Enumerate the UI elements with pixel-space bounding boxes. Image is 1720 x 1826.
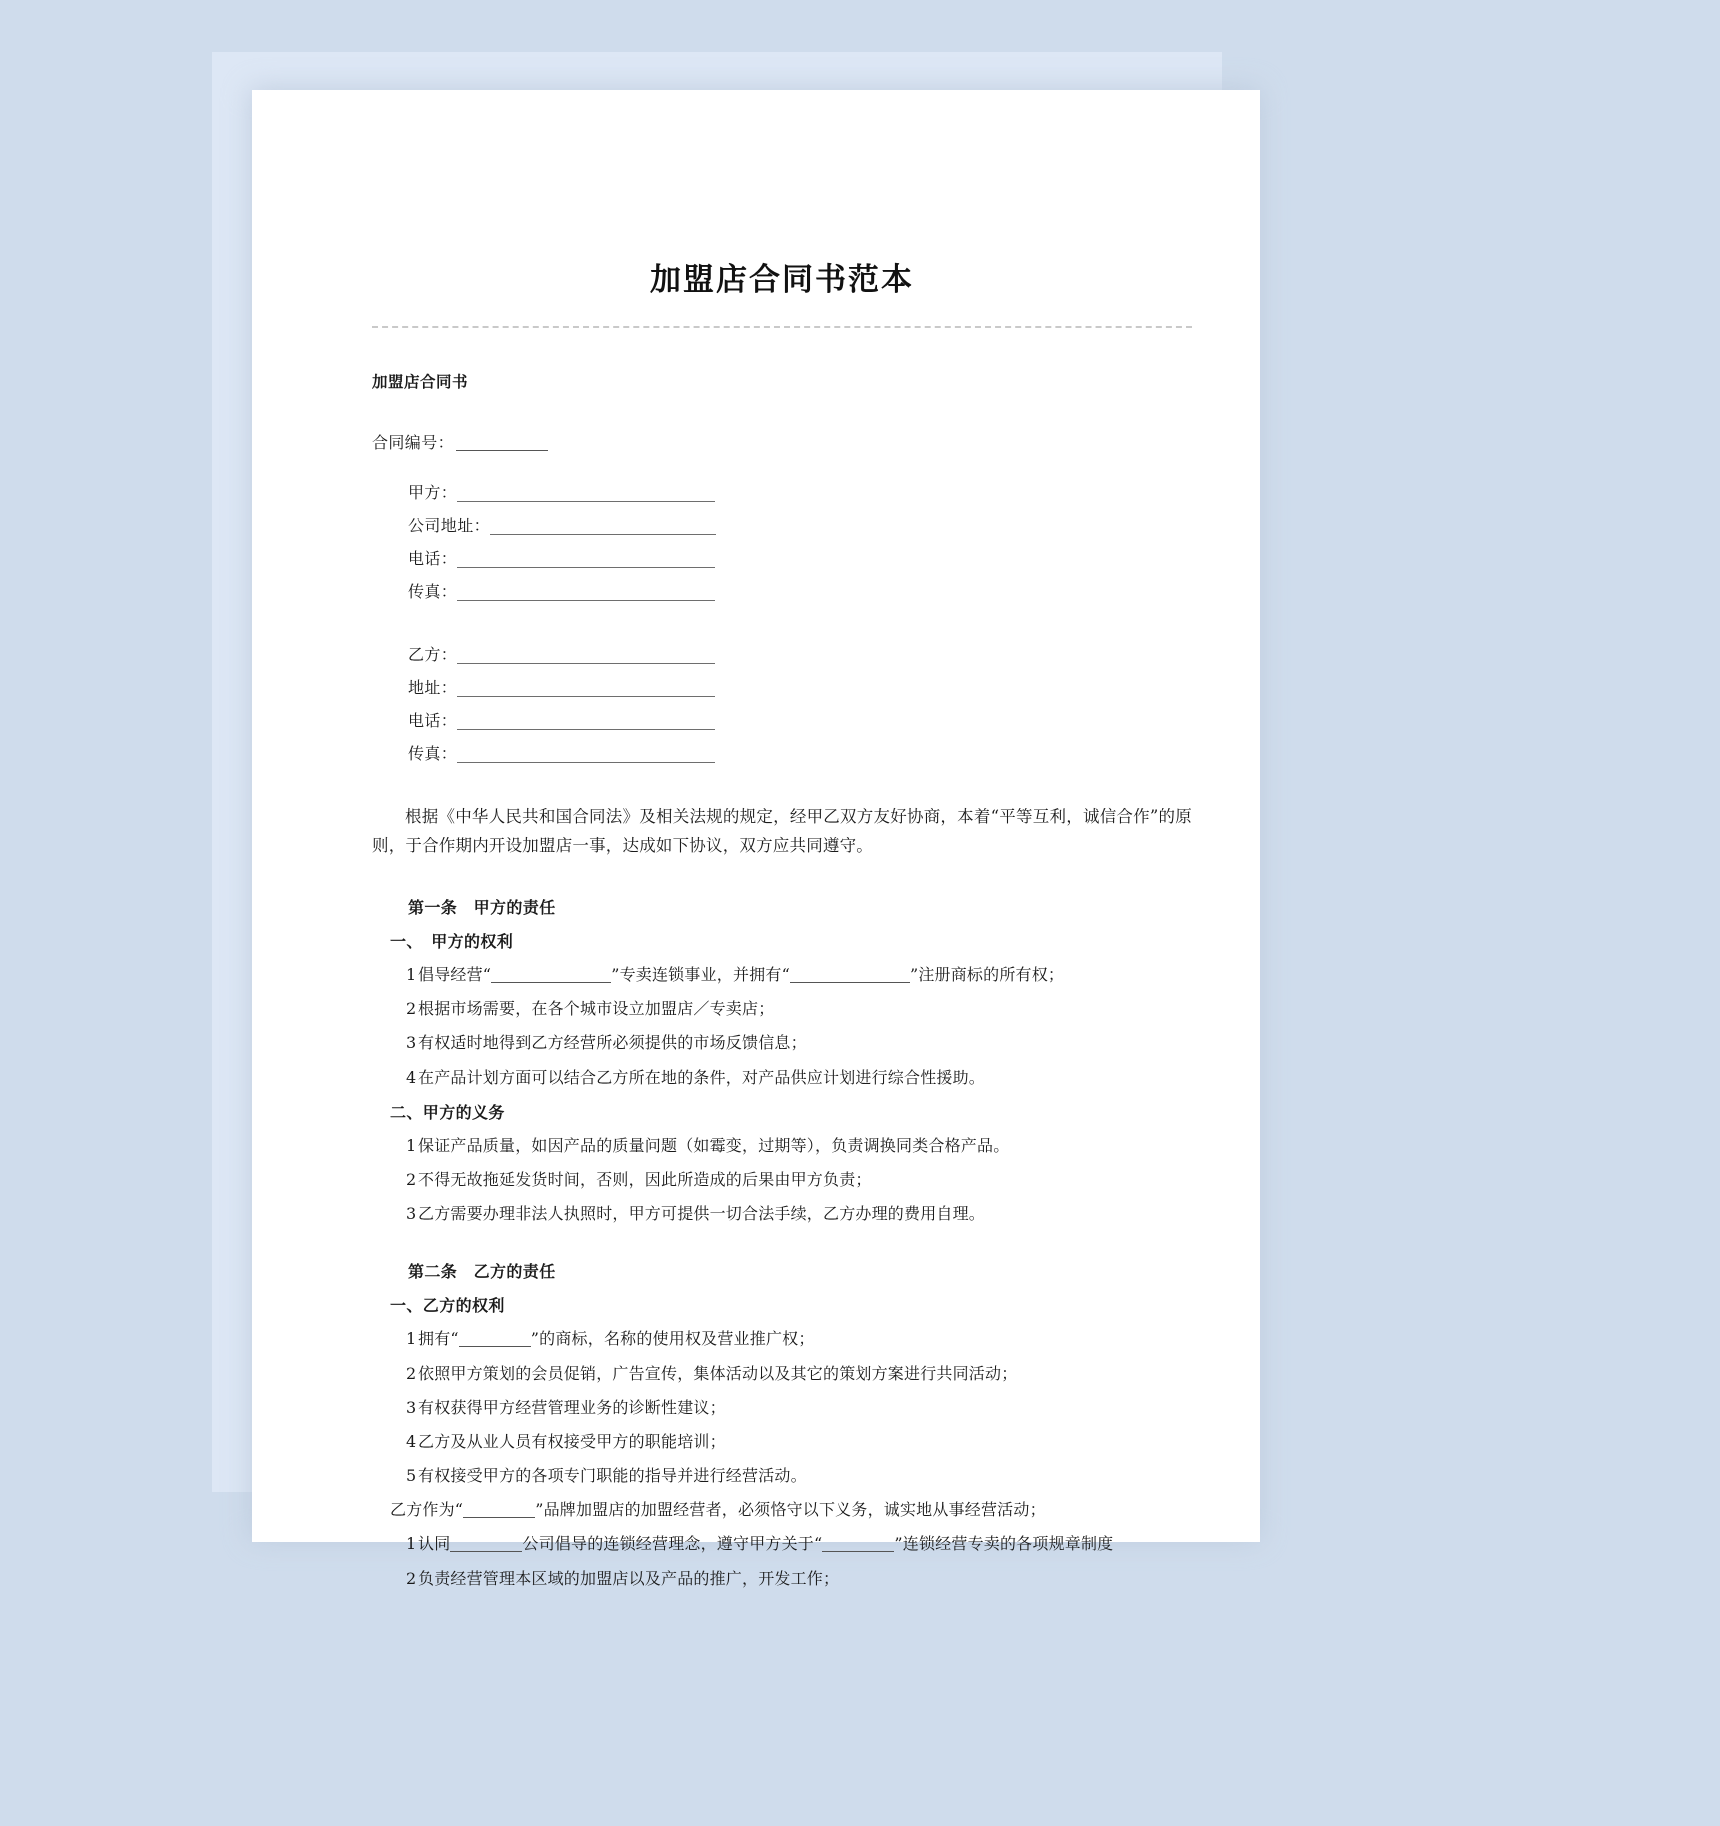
field-label: 地址： <box>408 678 458 698</box>
document-subtitle: 加盟店合同书 <box>372 372 469 392</box>
item-text: 保证产品质量，如因产品的质量问题（如霉变，过期等），负责调换同类合格产品。 <box>418 1135 1010 1155</box>
title-divider <box>372 326 1192 328</box>
item-index: 2 <box>406 1363 417 1383</box>
field-party-b-address <box>408 680 1192 697</box>
field-blank[interactable] <box>457 599 715 601</box>
item-text-after: ”的商标，名称的使用权及营业推广权； <box>530 1329 815 1349</box>
list-item <box>372 1464 1192 1487</box>
item-text: 有权接受甲方的各项专门职能的指导并进行经营活动。 <box>418 1466 807 1486</box>
field-label: 电话： <box>408 711 458 731</box>
item-index: 1 <box>406 1534 417 1554</box>
item-text-before: 拥有“ <box>418 1329 459 1349</box>
field-party-b-phone <box>408 713 1192 730</box>
inline-blank[interactable] <box>459 1345 531 1347</box>
inline-blank[interactable] <box>463 1516 535 1518</box>
field-label: 传真： <box>408 744 458 764</box>
contract-number-blank[interactable] <box>456 450 548 451</box>
subsection-heading-2-1: 一、乙方的权利 <box>390 1296 505 1316</box>
item-text: 依照甲方策划的会员促销，广告宣传，集体活动以及其它的策划方案进行共同活动； <box>418 1363 1018 1383</box>
intro-text-after: ”品牌加盟店的加盟经营者，必须恪守以下义务，诚实地从事经营活动； <box>535 1500 1046 1520</box>
list-item <box>372 963 1192 986</box>
field-label: 电话： <box>408 549 458 569</box>
item-text: 负责经营管理本区域的加盟店以及产品的推广，开发工作； <box>418 1568 840 1588</box>
item-text: 乙方及从业人员有权接受甲方的职能培训； <box>418 1431 726 1451</box>
field-label: 传真： <box>408 582 458 602</box>
subsection-heading-1-1: 一、 甲方的权利 <box>390 932 514 952</box>
field-blank[interactable] <box>457 500 715 502</box>
party-a-block <box>372 485 1192 601</box>
item-index: 3 <box>406 1033 417 1053</box>
item-index: 1 <box>406 965 417 985</box>
preamble-paragraph: 根据《中华人民共和国合同法》及相关法规的规定，经甲乙双方友好协商，本着“平等互利，诚信合作”的原则，于合作期内开设加盟店一事，达成如下协议，双方应共同遵守。 <box>372 807 1192 856</box>
inline-blank[interactable] <box>491 981 611 983</box>
list-item <box>372 1031 1192 1054</box>
field-party-a-address <box>408 518 1192 535</box>
item-index: 1 <box>406 1135 417 1155</box>
item-text: 根据市场需要，在各个城市设立加盟店／专卖店； <box>418 999 775 1019</box>
obligations-intro-line <box>372 1498 1192 1521</box>
field-blank[interactable] <box>490 533 716 535</box>
field-party-a-phone <box>408 551 1192 568</box>
contract-number-field <box>372 430 1192 453</box>
list-item <box>372 1362 1192 1385</box>
item-text-before: 认同 <box>418 1534 451 1554</box>
item-index: 5 <box>406 1466 417 1486</box>
item-index: 2 <box>406 1568 417 1588</box>
document-page <box>252 90 1260 1588</box>
field-blank[interactable] <box>457 695 715 697</box>
inline-blank[interactable] <box>790 981 910 983</box>
item-index: 2 <box>406 1169 417 1189</box>
item-text: 不得无故拖延发货时间，否则，因此所造成的后果由甲方负责； <box>418 1169 872 1189</box>
list-item <box>372 997 1192 1020</box>
inline-blank[interactable] <box>822 1550 894 1552</box>
page-title: 加盟店合同书范本 <box>650 262 914 298</box>
list-item <box>372 1168 1192 1191</box>
field-blank[interactable] <box>457 566 715 568</box>
field-label: 甲方： <box>408 483 458 503</box>
inline-blank[interactable] <box>450 1550 522 1552</box>
list-item <box>372 1066 1192 1089</box>
list-item <box>372 1134 1192 1157</box>
field-blank[interactable] <box>457 761 715 763</box>
list-item <box>372 1532 1192 1555</box>
list-item <box>372 1430 1192 1453</box>
item-text: 在产品计划方面可以结合乙方所在地的条件，对产品供应计划进行综合性援助。 <box>418 1067 986 1087</box>
list-item <box>372 1202 1192 1225</box>
item-text-before: 倡导经营“ <box>418 965 492 985</box>
intro-text-before: 乙方作为“ <box>390 1500 464 1520</box>
item-index: 4 <box>406 1431 417 1451</box>
item-text: 乙方需要办理非法人执照时，甲方可提供一切合法手续，乙方办理的费用自理。 <box>418 1204 986 1224</box>
contract-number-label: 合同编号： <box>372 433 455 453</box>
field-label: 乙方： <box>408 645 458 665</box>
list-item <box>372 1327 1192 1350</box>
field-label: 公司地址： <box>408 516 491 536</box>
item-text: 有权获得甲方经营管理业务的诊断性建议； <box>418 1397 726 1417</box>
field-party-b-fax <box>408 746 1192 763</box>
list-item <box>372 1396 1192 1419</box>
party-b-block <box>372 647 1192 763</box>
item-index: 1 <box>406 1329 417 1349</box>
item-index: 2 <box>406 999 417 1019</box>
field-blank[interactable] <box>457 728 715 730</box>
item-text-after: ”连锁经营专卖的各项规章制度 <box>894 1534 1114 1554</box>
field-blank[interactable] <box>457 662 715 664</box>
item-index: 4 <box>406 1067 417 1087</box>
item-index: 3 <box>406 1397 417 1417</box>
item-index: 3 <box>406 1204 417 1224</box>
item-text-mid: 公司倡导的连锁经营理念，遵守甲方关于“ <box>522 1534 823 1554</box>
subsection-heading-1-2: 二、甲方的义务 <box>390 1102 505 1122</box>
field-party-b-name <box>408 647 1192 664</box>
document-sheet <box>252 90 1260 1588</box>
item-text-after: ”注册商标的所有权； <box>909 965 1065 985</box>
item-text-mid: ”专卖连锁事业，并拥有“ <box>611 965 790 985</box>
field-party-a-fax <box>408 584 1192 601</box>
field-party-a-name <box>408 485 1192 502</box>
list-item <box>372 1567 1192 1590</box>
item-text: 有权适时地得到乙方经营所必须提供的市场反馈信息； <box>418 1033 807 1053</box>
article-heading-1: 第一条 甲方的责任 <box>408 898 556 918</box>
article-heading-2: 第二条 乙方的责任 <box>408 1262 556 1282</box>
